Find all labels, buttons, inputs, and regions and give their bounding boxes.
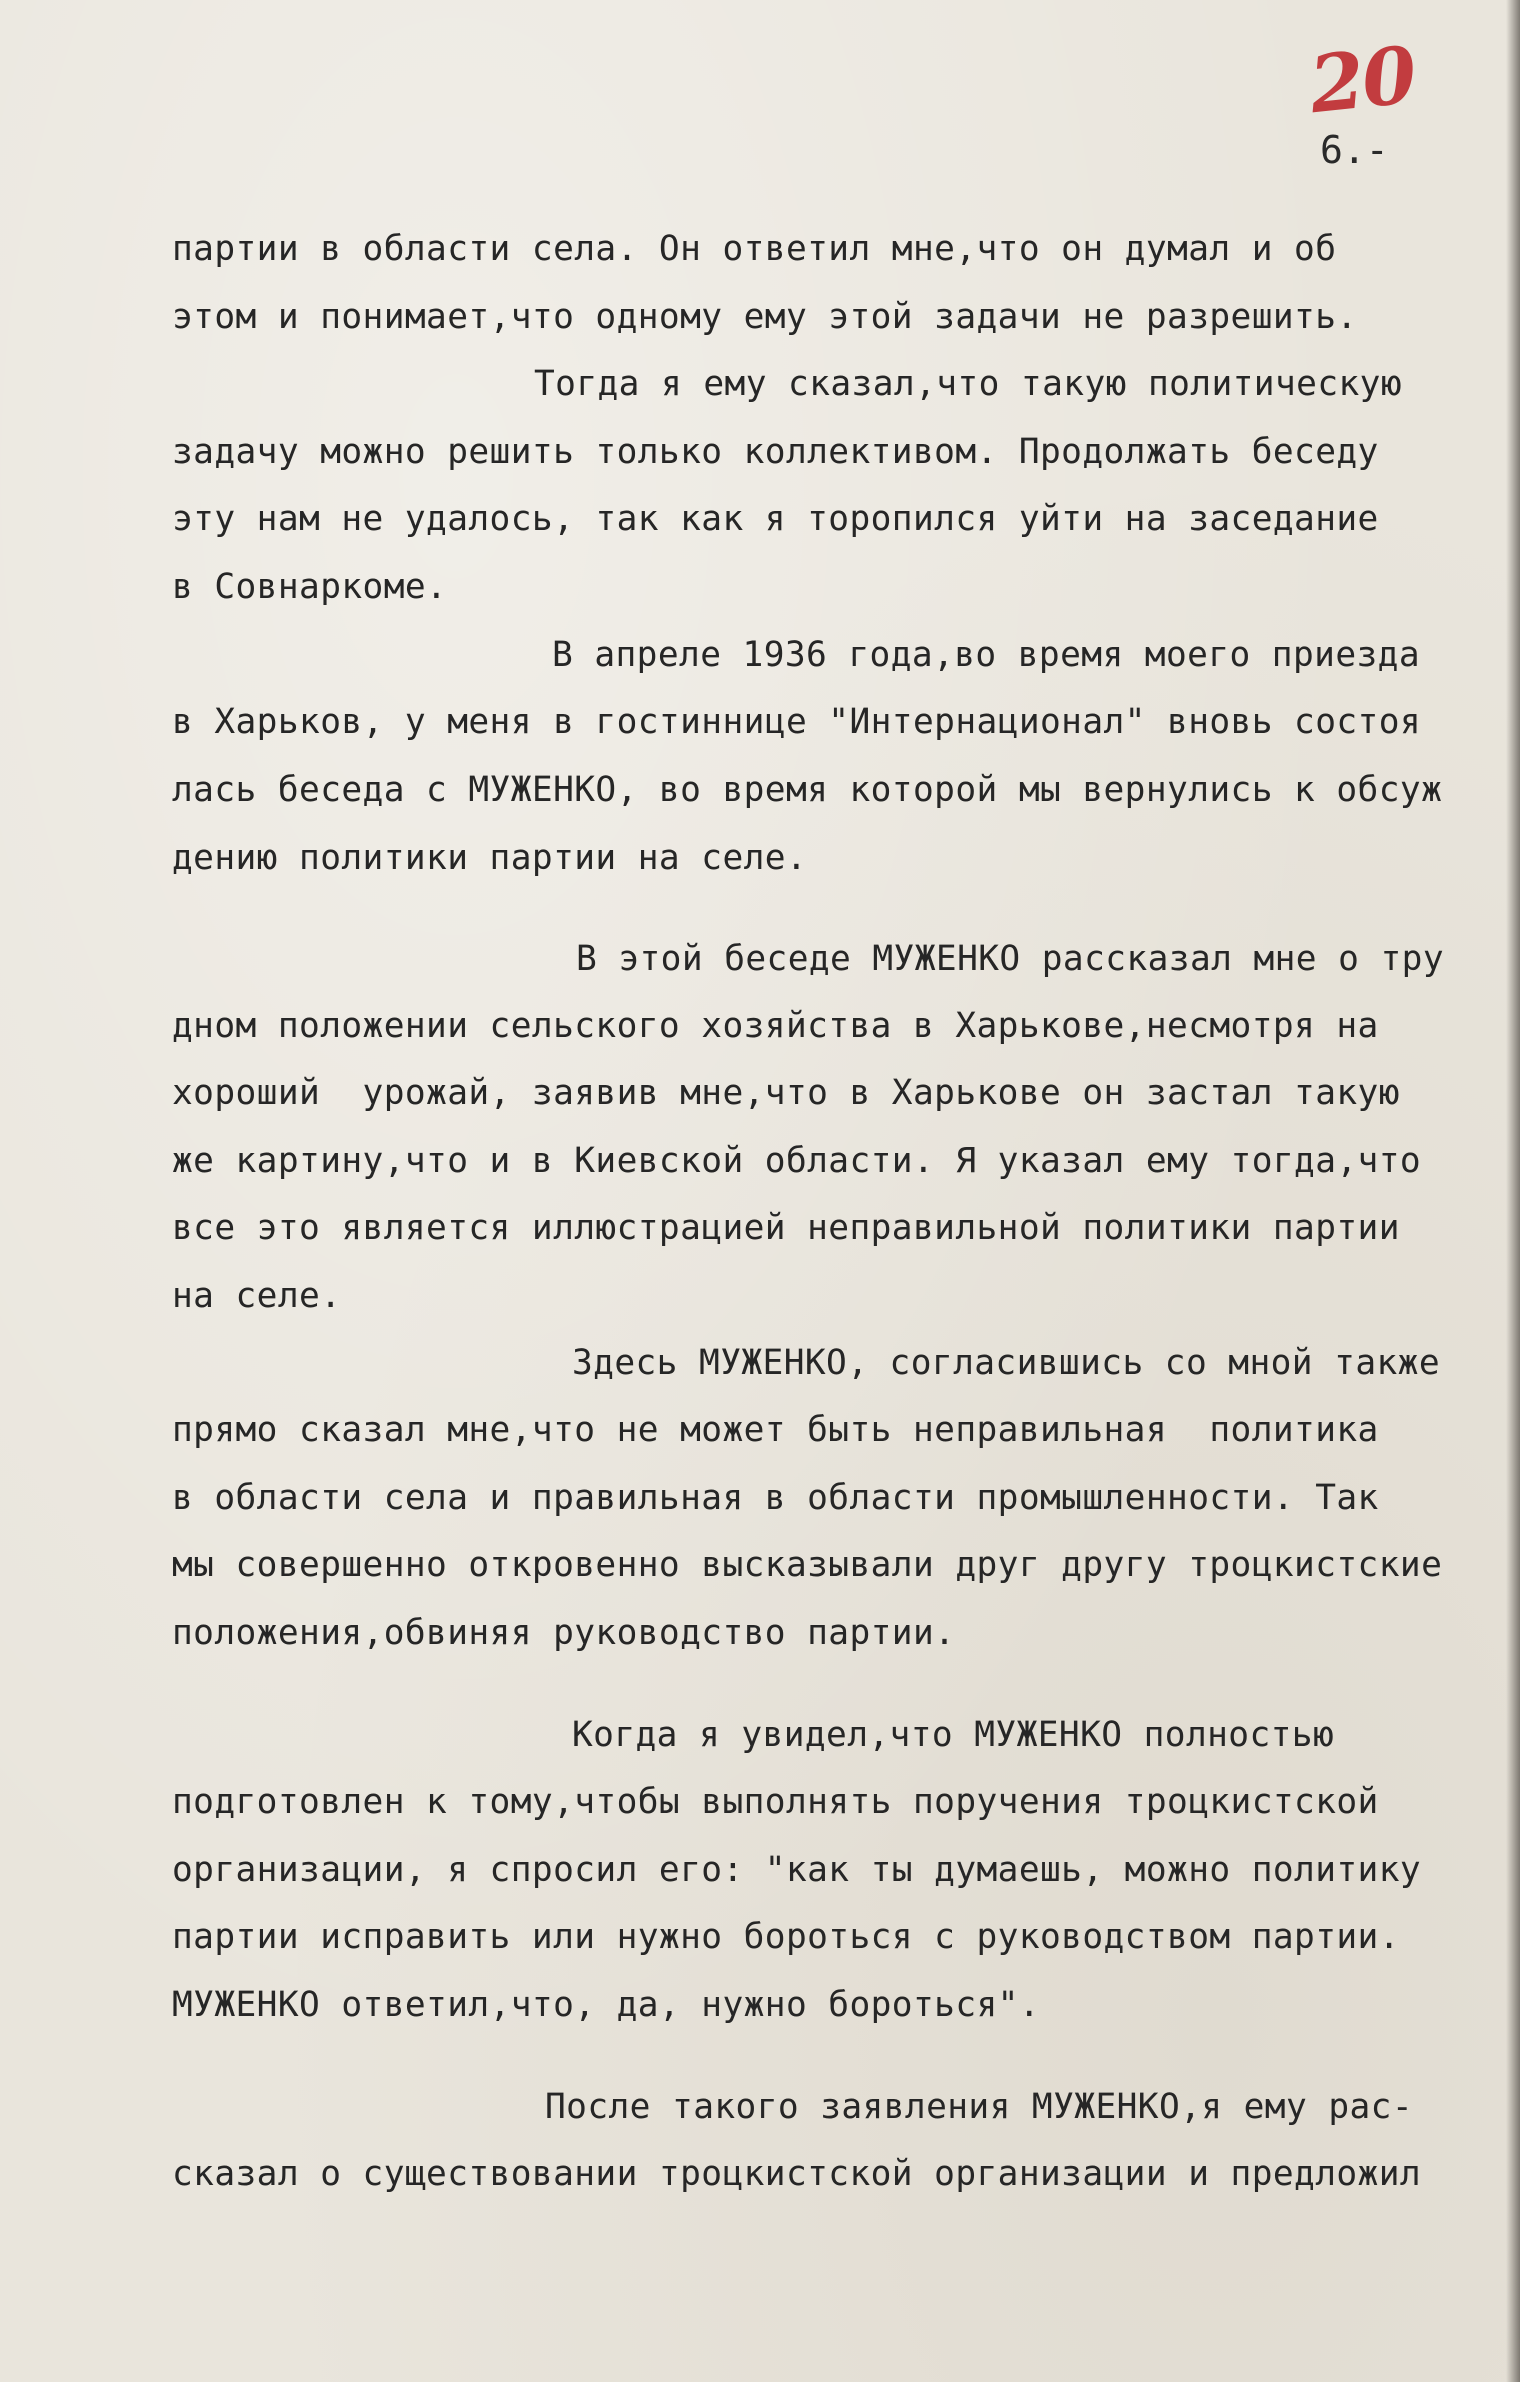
- text-line: мы совершенно откровенно высказывали друг другу троцкистские: [172, 1545, 1443, 1585]
- text-line: партии в области села. Он ответил мне,что он думал и об: [172, 229, 1337, 269]
- text-line: прямо сказал мне,что не может быть неправильная политика: [172, 1410, 1379, 1450]
- text-line: в Харьков, у меня в гостиннице "Интернационал" вновь состоя: [172, 702, 1422, 742]
- text-line: Когда я увидел,что МУЖЕНКО полностью: [572, 1715, 1335, 1755]
- text-line: партии исправить или нужно бороться с руководством партии.: [172, 1917, 1400, 1957]
- text-line: дению политики партии на селе.: [172, 838, 808, 878]
- text-line: МУЖЕНКО ответил,что, да, нужно бороться".: [172, 1985, 1041, 2025]
- text-line: этом и понимает,что одному ему этой задачи не разрешить.: [172, 297, 1358, 337]
- text-line: в Совнаркоме.: [172, 567, 448, 607]
- text-line: В этой беседе МУЖЕНКО рассказал мне о тру: [576, 939, 1445, 979]
- text-line: хороший урожай, заявив мне,что в Харькове он застал такую: [172, 1073, 1400, 1113]
- text-line: же картину,что и в Киевской области. Я указал ему тогда,что: [172, 1141, 1422, 1181]
- text-line: дном положении сельского хозяйства в Харькове,несмотря на: [172, 1006, 1379, 1046]
- text-line: все это является иллюстрацией неправильной политики партии: [172, 1208, 1400, 1248]
- text-line: в области села и правильная в области промышленности. Так: [172, 1478, 1379, 1518]
- text-line: сказал о существовании троцкистской организации и предложил: [172, 2154, 1422, 2194]
- text-line: лась беседа с МУЖЕНКО, во время которой мы вернулись к обсуж: [172, 770, 1443, 810]
- text-line: на селе.: [172, 1276, 342, 1316]
- text-line: организации, я спросил его: "как ты думаешь, можно политику: [172, 1850, 1422, 1890]
- text-line: В апреле 1936 года,во время моего приезда: [552, 635, 1421, 675]
- text-line: задачу можно решить только коллективом. Продолжать беседу: [172, 432, 1379, 472]
- text-line: После такого заявления МУЖЕНКО,я ему рас-: [545, 2087, 1414, 2127]
- text-line: Тогда я ему сказал,что такую политическую: [534, 364, 1403, 404]
- text-line: положения,обвиняя руководство партии.: [172, 1613, 956, 1653]
- archive-sheet-number: 20: [1305, 29, 1420, 132]
- page-edge-shadow: [1506, 0, 1520, 2382]
- text-line: эту нам не удалось, так как я торопился уйти на заседание: [172, 499, 1379, 539]
- text-line: Здесь МУЖЕНКО, согласившись со мной также: [572, 1343, 1441, 1383]
- page-number: 6.-: [1320, 128, 1389, 172]
- text-line: подготовлен к тому,чтобы выполнять поручения троцкистской: [172, 1782, 1379, 1822]
